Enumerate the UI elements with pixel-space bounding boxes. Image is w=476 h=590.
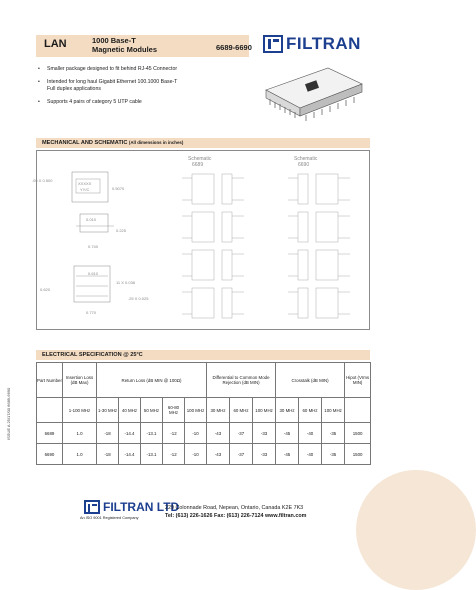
subheader: 1-30 MHz: [97, 398, 119, 423]
dim-e: 0.740: [88, 244, 99, 249]
subheader: 30 MHz: [207, 398, 230, 423]
feature-item: • Intended for long haul Gigabit Ethernet 100.1000 Base-T Full duplex applications: [38, 79, 268, 93]
label-y: YY/C: [80, 187, 90, 192]
product-title: [92, 36, 157, 54]
electrical-spec-table: [36, 362, 371, 465]
dim-h: 11 X 0.036: [116, 280, 136, 285]
schematic-6689: [182, 174, 244, 318]
electrical-header: ELECTRICAL SPECIFICATION @ 25°C: [36, 350, 370, 360]
subheader: 100 MHz: [185, 398, 207, 423]
section-title: LAN: [44, 38, 67, 50]
table-row: 6690 1.0 -18 -14.4 -13.1 -12 -10 -43 -37 -33 -45 -40 -35 1500: [37, 444, 371, 465]
feature-item: • Smaller package designed to fit behind RJ-45 Connector: [38, 66, 268, 73]
footer-brand: FILTRAN LTD: [103, 500, 180, 514]
issue-note: ISSUE A 25/17/00 6689-6690: [6, 387, 11, 440]
dim-a: .05 X 0.500: [32, 178, 53, 183]
dim-f: 0.610: [88, 271, 99, 276]
header-insertion-loss: Insertion Loss (dB Max): [63, 363, 97, 398]
schematic-6690: [288, 174, 350, 318]
part-numbers: 6689-6690: [216, 43, 252, 52]
table-row: 6689 1.0 -18 -14.4 -13.1 -12 -10 -43 -37 -33 -45 -40 -35 1500: [37, 423, 371, 444]
header-part-number: Part Number: [37, 363, 63, 398]
dim-d: 0.225: [116, 228, 127, 233]
subheader: 60 MHz: [299, 398, 322, 423]
feature-item: • Supports 4 pairs of category 5 UTP cable: [38, 99, 268, 106]
brand-name: FILTRAN: [286, 34, 361, 53]
dim-c: 0.010: [86, 217, 97, 222]
footer-address-block: [165, 504, 306, 520]
feature-list: [38, 66, 268, 112]
header-hipot: Hipot (Vrms MIN): [345, 363, 371, 398]
product-line-2: Magnetic Modules: [92, 45, 158, 54]
table-header-row: [37, 363, 371, 398]
label-x: XXXXX: [78, 181, 92, 186]
decorative-circle: [356, 470, 476, 590]
schematic-6690-title: Schematic: [294, 156, 318, 162]
brand-logo: [263, 34, 361, 54]
filtran-logo-icon: [263, 35, 283, 53]
mechanical-drawing: [32, 150, 370, 330]
dim-i: .25 X 0.025: [128, 296, 149, 301]
dim-b: 0.5070: [112, 186, 125, 191]
filtran-logo-icon: [84, 500, 100, 514]
footer-contact: Tel: (613) 226-1626 Fax: (613) 226-7124 www.filtran.com: [165, 513, 307, 519]
dim-j: 0.770: [86, 310, 97, 315]
subheader: 50 MHz: [141, 398, 163, 423]
header-crosstalk: Crosstalk (dB MIN): [276, 363, 345, 398]
module-illustration: [258, 62, 368, 124]
table-subheader-row: [37, 398, 371, 423]
subheader: 30 MHz: [276, 398, 299, 423]
mechanical-header: MECHANICAL AND SCHEMATIC (All dimensions in inches): [36, 138, 370, 148]
subheader: 100 MHz: [253, 398, 276, 423]
schematic-6689-title: Schematic: [188, 156, 212, 162]
subheader: 40 MHz: [119, 398, 141, 423]
schematic-6690-number: 6690: [298, 162, 310, 168]
subheader: 100 MHz: [322, 398, 345, 423]
iso-note: An ISO 9001 Registered Company: [80, 516, 139, 520]
subheader: 1-100 MHz: [63, 398, 97, 423]
header-return-loss: Return Loss (dB MIN @ 100Ω): [97, 363, 207, 398]
footer-address: 229 Colonnade Road, Nepean, Ontario, Canada K2E 7K3: [165, 505, 304, 511]
subheader: 60-80 MHz: [163, 398, 185, 423]
subheader: 60 MHz: [230, 398, 253, 423]
header-differential: Differential to Common Mode Rejection (dB MIN): [207, 363, 276, 398]
schematic-6689-number: 6689: [192, 162, 204, 168]
product-line-1: 1000 Base-T: [92, 36, 136, 45]
dim-g: 0.620: [40, 287, 51, 292]
